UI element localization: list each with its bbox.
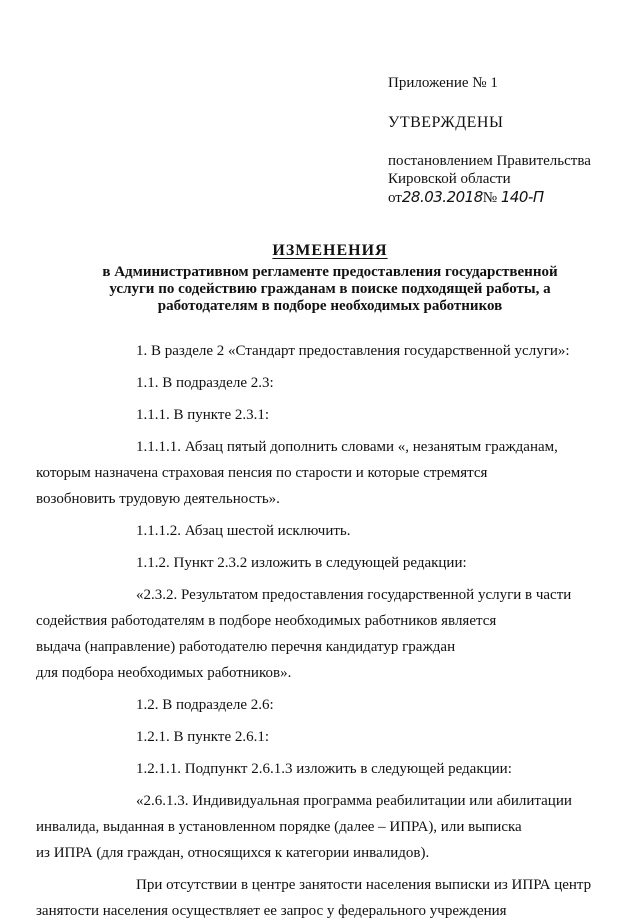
paragraph-1-1: 1.1. В подразделе 2.3: xyxy=(136,375,274,391)
handwritten-date: 28.03.2018 xyxy=(401,188,483,206)
paragraph-line: «2.3.2. Результатом предоставления государственной услуги в части xyxy=(136,587,572,603)
quoted-paragraph-2-6-1-3 xyxy=(36,788,604,866)
paragraph-1-1-1: 1.1.1. В пункте 2.3.1: xyxy=(136,407,270,423)
paragraph-1-2-1: 1.2.1. В пункте 2.6.1: xyxy=(136,729,270,745)
date-prefix: от xyxy=(388,190,402,206)
paragraph-line: выдача (направление) работодателю перечня кандидатур граждан xyxy=(36,639,456,655)
paragraph-1-1-2: 1.1.2. Пункт 2.3.2 изложить в следующей редакции: xyxy=(136,555,467,571)
paragraph-line: инвалида, выданная в установленном порядке (далее – ИПРА), или выписка xyxy=(36,819,522,835)
decree-line-1: постановлением Правительства xyxy=(388,153,591,169)
handwritten-number: 140-П xyxy=(500,188,544,206)
paragraph-line: При отсутствии в центре занятости населения выписки из ИПРА центр xyxy=(136,877,592,893)
appendix-label: Приложение № 1 xyxy=(388,75,498,91)
approved-heading: УТВЕРЖДЕНЫ xyxy=(388,114,504,131)
subtitle-line-2: услуги по содействию гражданам в поиске подходящей работы, а xyxy=(109,281,551,297)
paragraph-line: возобновить трудовую деятельность». xyxy=(36,491,280,507)
paragraph-line: из ИПРА (для граждан, относящихся к категории инвалидов). xyxy=(36,845,430,861)
paragraph-line: содействия работодателям в подборе необходимых работников является xyxy=(36,613,497,629)
paragraph-line: которым назначена страховая пенсия по старости и которые стремятся xyxy=(36,465,488,481)
paragraph-1-1-1-2: 1.1.1.2. Абзац шестой исключить. xyxy=(136,523,351,539)
quoted-paragraph-2-3-2 xyxy=(36,582,604,686)
document-title-block xyxy=(60,242,600,315)
paragraph-1: 1. В разделе 2 «Стандарт предоставления государственной услуги»: xyxy=(136,343,570,359)
paragraph-1-1-1-1 xyxy=(36,434,604,512)
subtitle-line-3: работодателям в подборе необходимых работников xyxy=(157,298,503,314)
number-prefix: № xyxy=(482,190,498,206)
decree-date-number xyxy=(388,188,628,207)
subtitle-line-1: в Административном регламенте предоставления государственной xyxy=(102,264,558,280)
document-subtitle xyxy=(60,264,600,315)
paragraph-line: занятости населения осуществляет ее запрос у федерального учреждения xyxy=(36,903,507,919)
decree-line-2: Кировской области xyxy=(388,171,511,187)
decree-reference xyxy=(388,152,628,207)
approval-block xyxy=(388,74,628,207)
paragraph-1-2-1-1: 1.2.1.1. Подпункт 2.6.1.3 изложить в следующей редакции: xyxy=(136,761,512,777)
document-body xyxy=(36,338,604,924)
paragraph-1-2: 1.2. В подразделе 2.6: xyxy=(136,697,274,713)
paragraph-line: для подбора необходимых работников». xyxy=(36,665,292,681)
paragraph-line: 1.1.1.1. Абзац пятый дополнить словами «, незанятым гражданам, xyxy=(136,439,558,455)
document-title: ИЗМЕНЕНИЯ xyxy=(272,242,388,259)
paragraph-line: «2.6.1.3. Индивидуальная программа реабилитации или абилитации xyxy=(136,793,572,809)
paragraph-ipra-request xyxy=(36,872,604,924)
